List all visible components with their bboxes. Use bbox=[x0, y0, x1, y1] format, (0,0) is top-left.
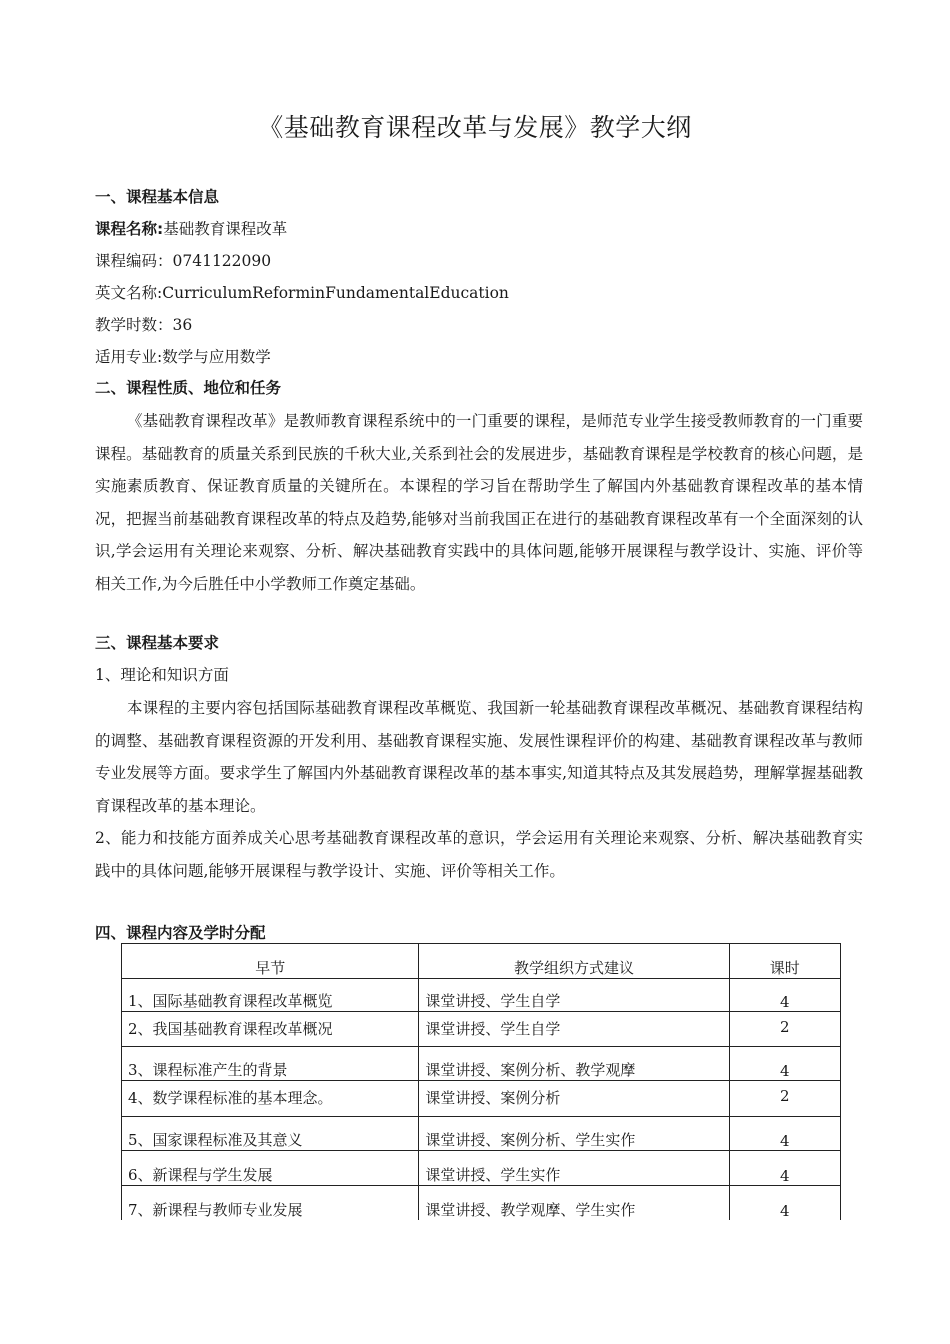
section-3-paragraph-2: 2、能力和技能方面养成关心思考基础教育课程改革的意识，学会运用有关理论来观察、分析、解决基础教育实践中的具体问题,能够开展课程与教学设计、实施、评价等相关工作。 bbox=[95, 829, 863, 880]
chapter-cell: 7、新课程与教师专业发展 bbox=[122, 1186, 419, 1220]
hours-cell: 4 bbox=[729, 1117, 840, 1151]
hours-cell: 4 bbox=[729, 1047, 840, 1081]
hours-cell: 2 bbox=[729, 1081, 840, 1117]
table-row bbox=[122, 1012, 841, 1047]
table-header-row bbox=[122, 944, 841, 979]
method-cell: 课堂讲授、学生实作 bbox=[419, 1151, 729, 1186]
header-chapter: 早节 bbox=[122, 944, 419, 979]
course-name-line bbox=[95, 218, 287, 240]
course-name-label: 课程名称: bbox=[95, 220, 164, 238]
page-title: 《基础教育课程改革与发展》教学大纲 bbox=[258, 113, 692, 142]
hours-cell: 4 bbox=[729, 979, 840, 1012]
method-cell: 课堂讲授、案例分析、学生实作 bbox=[419, 1117, 729, 1151]
chapter-cell: 5、国家课程标准及其意义 bbox=[122, 1117, 419, 1151]
header-method: 教学组织方式建议 bbox=[419, 944, 729, 979]
hours-cell: 4 bbox=[729, 1151, 840, 1186]
table-row bbox=[122, 1047, 841, 1081]
course-name-value: 基础教育课程改革 bbox=[163, 220, 288, 238]
chapter-cell: 2、我国基础教育课程改革概况 bbox=[122, 1012, 419, 1047]
course-code: 课程编码：0741122090 bbox=[95, 252, 272, 270]
hours-cell: 2 bbox=[729, 1012, 840, 1047]
section-3-paragraph-1: 本课程的主要内容包括国际基础教育课程改革概览、我国新一轮基础教育课程改革概况、基础教育课程结构的调整、基础教育课程资源的开发利用、基础教育课程实施、发展性课程评价的构建、基础教育课程改革与教师专业发展等方面。要求学生了解国内外基础教育课程改革的基本事实,知道其特点及其发展趋势，理解掌握基础教育课程改革的基本理论。 bbox=[95, 699, 863, 815]
teaching-hours: 教学时数：36 bbox=[95, 316, 193, 334]
hours-cell: 4 bbox=[729, 1186, 840, 1220]
table-row bbox=[122, 1117, 841, 1151]
section-2-heading: 二、课程性质、地位和任务 bbox=[95, 379, 282, 397]
english-name: 英文名称:CurriculumReforminFundamentalEducation bbox=[95, 284, 509, 302]
section-2-paragraph: 《基础教育课程改革》是教师教育课程系统中的一门重要的课程，是师范专业学生接受教师教育的一门重要课程。基础教育的质量关系到民族的千秋大业,关系到社会的发展进步，基础教育课程是学校教育的核心问题，是实施素质教育、保证教育质量的关键所在。本课程的学习旨在帮助学生了解国内外基础教育课程改革的基本情况，把握当前基础教育课程改革的特点及趋势,能够对当前我国正在进行的基础教育课程改革有一个全面深刻的认识,学会运用有关理论来观察、分析、解决基础教育实践中的具体问题,能够开展课程与教学设计、实施、评价等相关工作,为今后胜任中小学教师工作奠定基础。 bbox=[95, 412, 863, 593]
table-row bbox=[122, 1151, 841, 1186]
section-3-sub-1: 1、理论和知识方面 bbox=[95, 666, 229, 684]
chapter-cell: 6、新课程与学生发展 bbox=[122, 1151, 419, 1186]
chapter-cell: 3、课程标准产生的背景 bbox=[122, 1047, 419, 1081]
method-cell: 课堂讲授、学生自学 bbox=[419, 979, 729, 1012]
table-row bbox=[122, 1186, 841, 1220]
method-cell: 课堂讲授、教学观摩、学生实作 bbox=[419, 1186, 729, 1220]
header-hours: 课时 bbox=[729, 944, 840, 979]
method-cell: 课堂讲授、案例分析 bbox=[419, 1081, 729, 1117]
schedule-table bbox=[121, 943, 841, 1220]
table-row bbox=[122, 1081, 841, 1117]
method-cell: 课堂讲授、学生自学 bbox=[419, 1012, 729, 1047]
applicable-major: 适用专业:数学与应用数学 bbox=[95, 348, 271, 366]
chapter-cell: 4、数学课程标准的基本理念。 bbox=[122, 1081, 419, 1117]
chapter-cell: 1、国际基础教育课程改革概览 bbox=[122, 979, 419, 1012]
section-1-heading: 一、课程基本信息 bbox=[95, 188, 220, 206]
table-row bbox=[122, 979, 841, 1012]
section-4-heading: 四、课程内容及学时分配 bbox=[95, 924, 266, 942]
section-3-heading: 三、课程基本要求 bbox=[95, 634, 220, 652]
method-cell: 课堂讲授、案例分析、教学观摩 bbox=[419, 1047, 729, 1081]
